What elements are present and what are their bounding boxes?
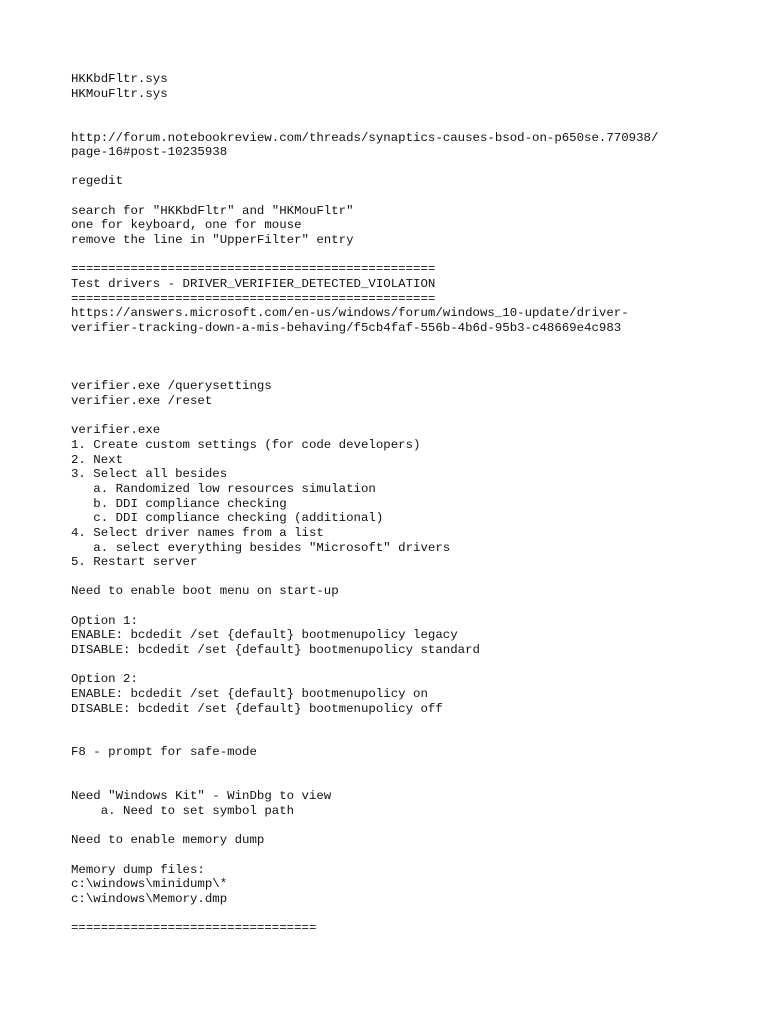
text-line: Option 1: [71, 613, 138, 628]
text-line: Memory dump files: [71, 862, 205, 877]
command-line: ENABLE: bcdedit /set {default} bootmenupolicy legacy [71, 628, 458, 643]
text-line: Need to enable memory dump [71, 833, 265, 848]
blank-line [71, 189, 751, 204]
text-line: Need to enable boot menu on start-up [71, 584, 339, 599]
list-subitem: a. Need to set symbol path [71, 804, 295, 819]
blank-line [71, 819, 751, 834]
blank-line [71, 760, 751, 775]
text-line: one for keyboard, one for mouse [71, 218, 302, 233]
path-line: c:\windows\Memory.dmp [71, 891, 228, 906]
url-line: page-16#post-10235938 [71, 145, 228, 160]
text-line: verifier.exe [71, 423, 161, 438]
text-line: remove the line in "UpperFilter" entry [71, 233, 354, 248]
document-text [71, 72, 751, 936]
blank-line [71, 365, 751, 380]
text-line: search for "HKKbdFltr" and "HKMouFltr" [71, 203, 354, 218]
blank-line [71, 716, 751, 731]
list-item: 4. Select driver names from a list [71, 525, 324, 540]
list-item: 1. Create custom settings (for code developers) [71, 438, 421, 453]
command-line: DISABLE: bcdedit /set {default} bootmenupolicy off [71, 701, 443, 716]
blank-line [71, 907, 751, 922]
url-line: verifier-tracking-down-a-mis-behaving/f5cb4faf-556b-4b6d-95b3-c48669e4c983 [71, 320, 622, 335]
blank-line [71, 599, 751, 614]
url-line: http://forum.notebookreview.com/threads/synaptics-causes-bsod-on-p650se.770938/ [71, 130, 659, 145]
text-line: F8 - prompt for safe-mode [71, 745, 257, 760]
command-line: DISABLE: bcdedit /set {default} bootmenupolicy standard [71, 642, 480, 657]
text-line: verifier.exe /reset [71, 394, 213, 409]
blank-line [71, 160, 751, 175]
blank-line [71, 775, 751, 790]
list-subitem: c. DDI compliance checking (additional) [71, 511, 384, 526]
blank-line [71, 848, 751, 863]
url-line: https://answers.microsoft.com/en-us/windows/forum/windows_10-update/driver- [71, 306, 629, 321]
text-line: HKKbdFltr.sys [71, 72, 168, 86]
section-heading: Test drivers - DRIVER_VERIFIER_DETECTED_VIOLATION [71, 276, 436, 291]
separator-line: ================================================= [71, 262, 436, 277]
blank-line [71, 336, 751, 351]
list-item: 3. Select all besides [71, 467, 228, 482]
text-line: verifier.exe /querysettings [71, 379, 272, 394]
blank-line [71, 731, 751, 746]
list-item: 2. Next [71, 452, 124, 467]
text-line: Option 2: [71, 672, 138, 687]
separator-line: ================================================= [71, 291, 436, 306]
text-line: Need "Windows Kit" - WinDbg to view [71, 789, 332, 804]
list-subitem: a. Randomized low resources simulation [71, 481, 376, 496]
blank-line [71, 101, 751, 116]
list-subitem: a. select everything besides "Microsoft" drivers [71, 540, 451, 555]
separator-line: ================================= [71, 921, 317, 936]
blank-line [71, 350, 751, 365]
blank-line [71, 248, 751, 263]
text-line: regedit [71, 174, 124, 189]
list-subitem: b. DDI compliance checking [71, 496, 287, 511]
text-line: HKMouFltr.sys [71, 86, 168, 101]
command-line: ENABLE: bcdedit /set {default} bootmenupolicy on [71, 686, 428, 701]
blank-line [71, 409, 751, 424]
blank-line [71, 116, 751, 131]
list-item: 5. Restart server [71, 555, 198, 570]
path-line: c:\windows\minidump\* [71, 877, 228, 892]
blank-line [71, 658, 751, 673]
blank-line [71, 570, 751, 585]
